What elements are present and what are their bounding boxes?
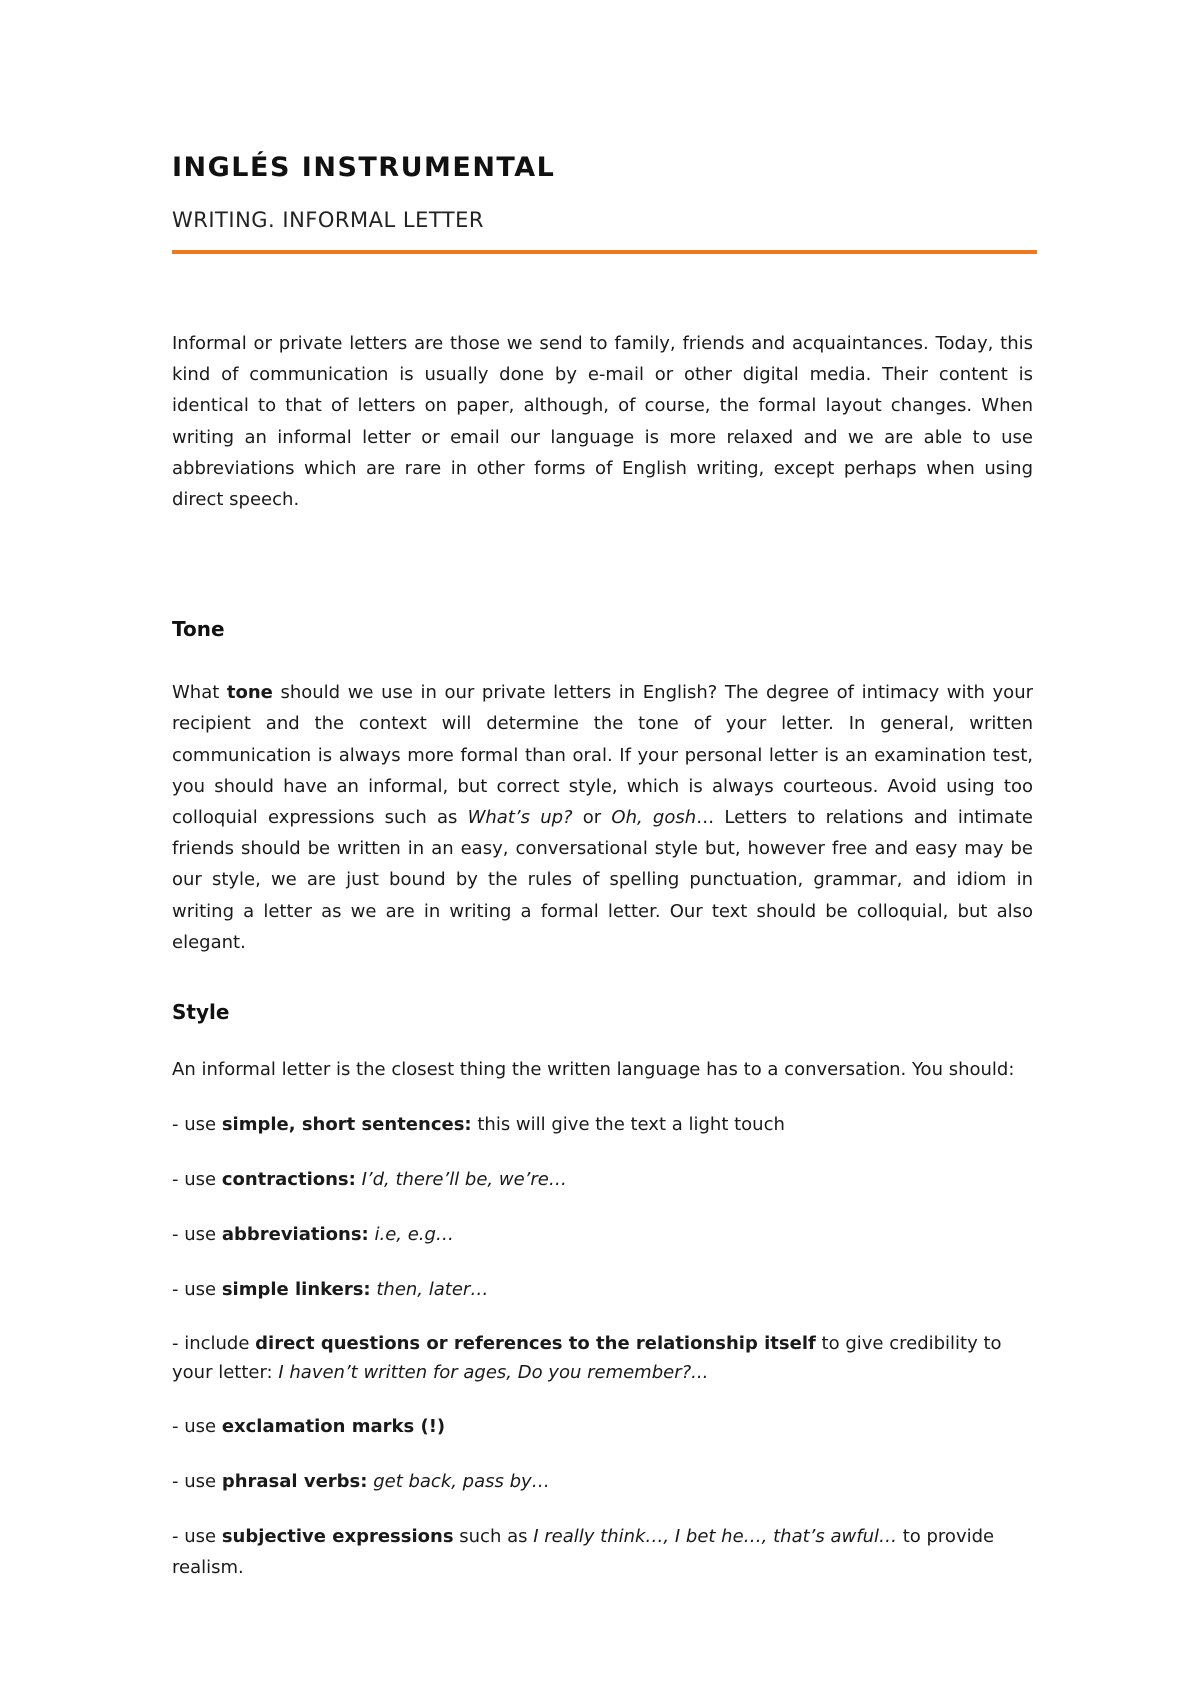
tone-text-3: or	[572, 807, 612, 829]
tone-text-2: should we use in our private letters in English? The degree of intimacy with your recipient and the context will determine the tone of your letter. In general, written communication is always more formal than oral. If your personal letter is an examination test, you should have an informal, but correct style, which is always courteous. Avoid using too colloquial expressions such as	[172, 682, 1034, 829]
item-prefix: - include	[172, 1333, 256, 1355]
list-item	[172, 1521, 1033, 1583]
header-divider	[172, 250, 1037, 254]
item-prefix: - use	[172, 1471, 222, 1493]
tone-italic-1: What’s up?	[467, 807, 573, 829]
item-italic: get back, pass by…	[373, 1471, 550, 1493]
item-bold: simple linkers:	[221, 1279, 371, 1301]
list-item	[172, 1411, 1033, 1442]
tone-text-4: … Letters to relations and intimate friends should be written in an easy, conversational style but, however free and easy may be our style, we are just bound by the rules of spelling punctuation, grammar, and idiom in writing a letter as we are in writing a formal letter. Our text should be colloquial, but also elegant.	[172, 807, 1034, 953]
document-subtitle: WRITING. INFORMAL LETTER	[172, 208, 484, 232]
item-text: such as	[453, 1526, 534, 1548]
item-bold: contractions:	[221, 1169, 356, 1191]
item-bold: abbreviations:	[221, 1224, 369, 1246]
list-item	[172, 1109, 1033, 1140]
list-item	[172, 1164, 1033, 1195]
item-prefix: - use	[172, 1169, 222, 1191]
document-title: INGLÉS INSTRUMENTAL	[172, 152, 556, 183]
item-bold: phrasal verbs:	[221, 1471, 368, 1493]
item-text: this will give the text a light touch	[471, 1114, 785, 1136]
list-item	[172, 1274, 1033, 1305]
item-prefix: - use	[172, 1279, 222, 1301]
list-item	[172, 1466, 1033, 1497]
item-bold: direct questions or references to the relationship itself	[255, 1333, 816, 1355]
item-tail: to provide realism.	[172, 1526, 995, 1579]
item-italic: then, later…	[376, 1279, 489, 1301]
tone-bold-word: tone	[226, 682, 273, 704]
item-prefix: - use	[172, 1114, 222, 1136]
tone-paragraph	[172, 677, 1033, 958]
page-content	[172, 150, 1033, 1607]
item-italic: i.e, e.g…	[374, 1224, 454, 1246]
list-item	[172, 1219, 1033, 1250]
tone-heading: Tone	[172, 617, 225, 642]
style-heading: Style	[172, 1000, 230, 1025]
item-prefix: - use	[172, 1526, 222, 1548]
style-list	[172, 1109, 1033, 1583]
item-italic: I’d, there’ll be, we’re…	[361, 1169, 567, 1191]
intro-paragraph: Informal or private letters are those we send to family, friends and acquaintances. Today, this kind of communication is usually done by e-mail or other digital media. Their content is identical to that of letters on paper, although, of course, the formal layout changes. When writing an informal letter or email our language is more relaxed and we are able to use abbreviations which are rare in other forms of English writing, except perhaps when using direct speech.	[172, 333, 1033, 511]
item-prefix: - use	[172, 1416, 222, 1438]
item-bold: simple, short sentences:	[221, 1114, 472, 1136]
item-prefix: - use	[172, 1224, 222, 1246]
tone-text-1: What	[172, 682, 227, 704]
style-lead-text: An informal letter is the closest thing the written language has to a conversation. You should:	[172, 1059, 1015, 1081]
item-bold: subjective expressions	[221, 1526, 454, 1548]
item-italic: I haven’t written for ages, Do you remember?...	[278, 1362, 709, 1384]
item-bold: exclamation marks (!)	[221, 1416, 446, 1438]
item-italic: I really think…, I bet he…, that’s awful…	[533, 1526, 897, 1548]
item-text: to give credibility to your letter:	[172, 1333, 1002, 1384]
tone-italic-2: Oh, gosh	[611, 807, 697, 829]
list-item	[172, 1329, 1033, 1387]
